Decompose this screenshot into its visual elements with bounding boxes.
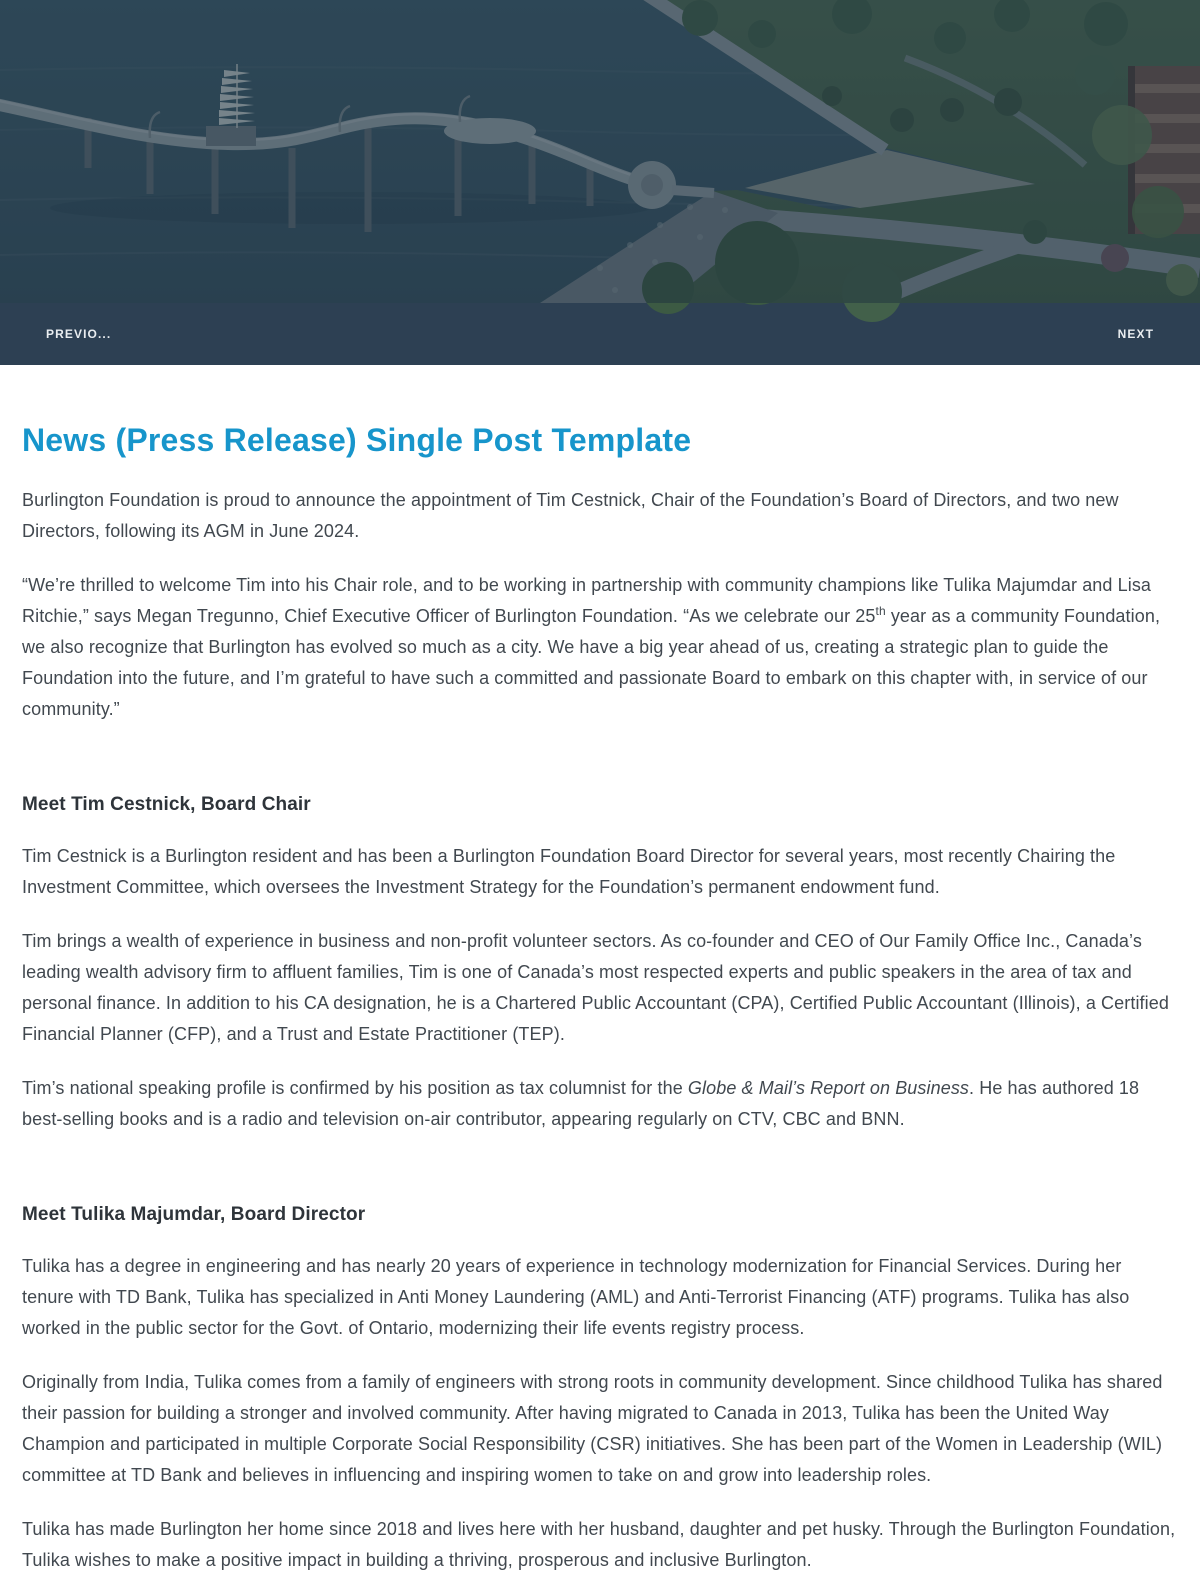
tulika-paragraph-1: Tulika has a degree in engineering and has nearly 20 years of experience in technology modernization for Financial Services. During her tenure with TD Bank, Tulika has specialized in Anti Money Laundering (AML) and Anti-Terrorist Financing (ATF) programs. Tulika has also worked in the public sector for the Govt. of Ontario, modernizing their life events registry process. <box>22 1256 1130 1339</box>
tim-p3-text-1: Tim’s national speaking profile is confirmed by his position as tax columnist for the <box>22 1078 688 1099</box>
page-title: News (Press Release) Single Post Template <box>22 422 692 458</box>
previous-post-button[interactable]: PREVIO... <box>46 327 112 341</box>
tim-paragraph-1: Tim Cestnick is a Burlington resident and has been a Burlington Foundation Board Director for several years, most recently Chairing the Investment Committee, which oversees the Investment Strategy for the Foundation’s permanent endowment fund. <box>22 846 1116 898</box>
post-navigation-bar <box>0 303 1200 365</box>
tim-paragraph-3 <box>22 1073 1178 1135</box>
section-heading-tim: Meet Tim Cestnick, Board Chair <box>22 794 311 816</box>
tulika-paragraph-3: Tulika has made Burlington her home since 2018 and lives here with her husband, daughter and pet husky. Through the Burlington Foundation, Tulika wishes to make a positive impact in building a thriving, prosperous and inclusive Burlington. <box>22 1519 1176 1571</box>
quote-text-2: year as a community Foundation, we also recognize that Burlington has evolved so much as a city. We have a big year ahead of us, creating a strategic plan to guide the Foundation into the future, and I’m grateful to have such a committed and passionate Board to embark on this chapter with, in service of our community.” <box>22 606 1161 720</box>
section-heading-tulika: Meet Tulika Majumdar, Board Director <box>22 1204 366 1226</box>
tim-p3-italic: Globe & Mail’s Report on Business <box>687 1078 970 1099</box>
quote-text-1: “We’re thrilled to welcome Tim into his Chair role, and to be working in partnership with community champions like Tulika Majumdar and Lisa Ritchie,” says Megan Tregunno, Chief Executive Officer of Burlington Foundation. “As we celebrate our 25 <box>22 575 1152 627</box>
tulika-paragraph-2: Originally from India, Tulika comes from a family of engineers with strong roots in community development. Since childhood Tulika has shared their passion for building a stronger and involved community. After having migrated to Canada in 2013, Tulika has been the United Way Champion and participated in multiple Corporate Social Responsibility (CSR) initiatives. She has been part of the Women in Leadership (WIL) committee at TD Bank and believes in influencing and inspiring women to take on and grow into leadership roles. <box>22 1372 1163 1486</box>
tim-p3-text-2: . He has authored 18 best-selling books and is a radio and television on-air contributor, appearing regularly on CTV, CBC and BNN. <box>22 1078 1140 1130</box>
hero-image <box>0 0 1200 303</box>
hero-scene <box>0 0 1200 303</box>
article-body <box>0 421 1200 1576</box>
next-post-button[interactable]: NEXT <box>1117 327 1154 341</box>
quote-paragraph <box>22 570 1178 725</box>
quote-superscript: th <box>875 604 886 619</box>
tim-paragraph-2: Tim brings a wealth of experience in business and non-profit volunteer sectors. As co-founder and CEO of Our Family Office Inc., Canada’s leading wealth advisory firm to affluent families, Tim is one of Canada’s most respected experts and public speakers in the area of tax and personal finance. In addition to his CA designation, he is a Chartered Public Accountant (CPA), Certified Public Accountant (Illinois), a Certified Financial Planner (CFP), and a Trust and Estate Practitioner (TEP). <box>22 931 1169 1045</box>
intro-paragraph: Burlington Foundation is proud to announce the appointment of Tim Cestnick, Chair of the Foundation’s Board of Directors, and two new Directors, following its AGM in June 2024. <box>22 490 1119 542</box>
